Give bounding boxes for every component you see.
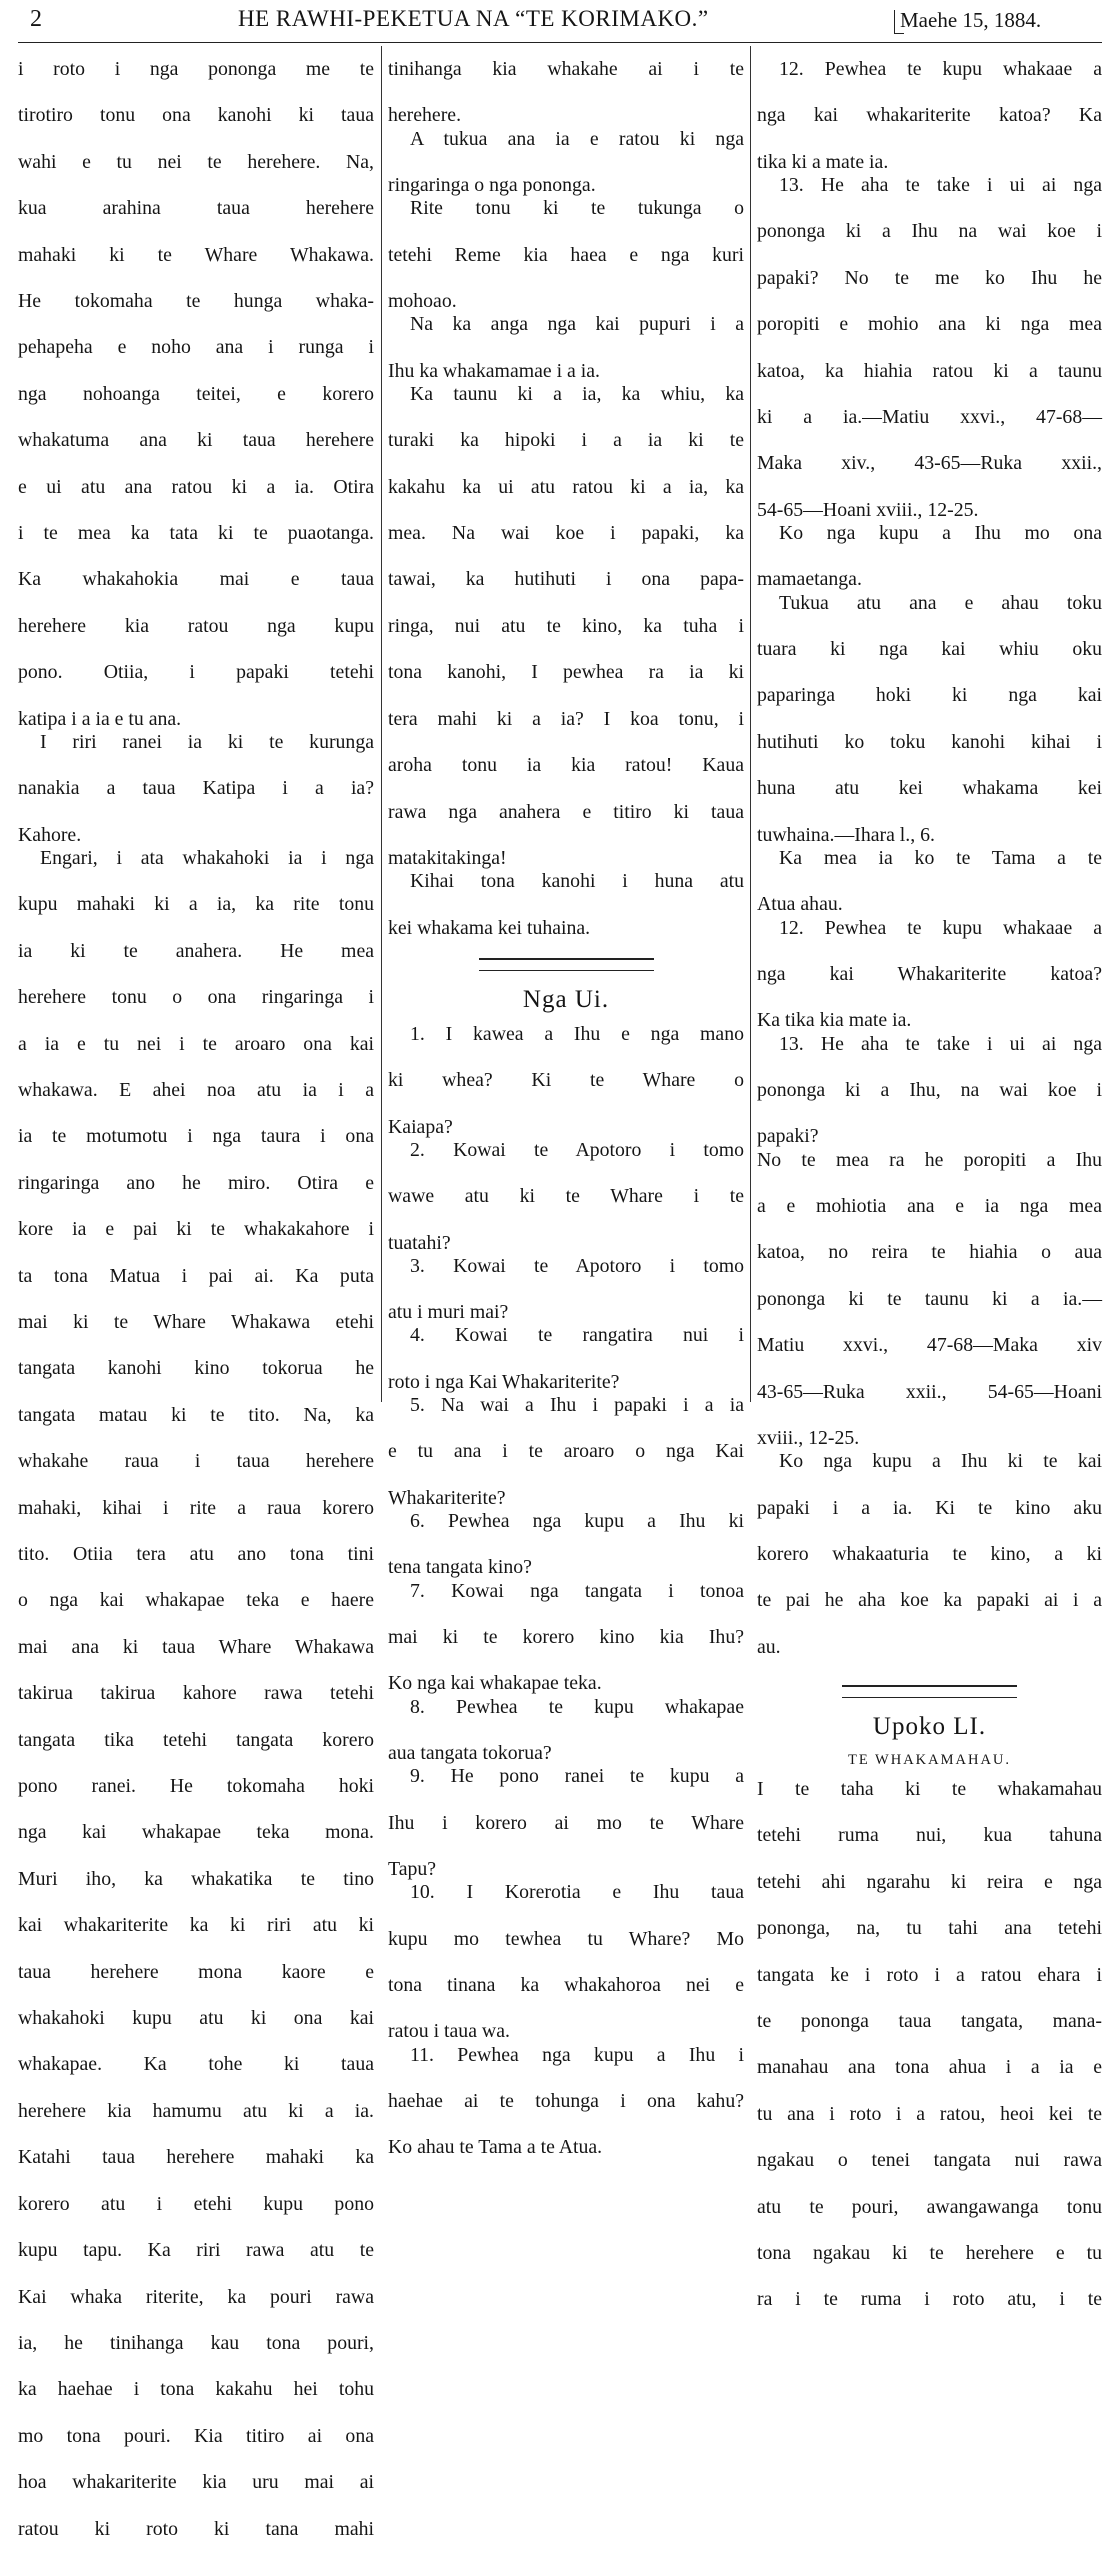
text-line: ki whea? Ki te Whare o: [388, 1069, 744, 1092]
text-line: nga kai Whakariterite katoa?: [757, 962, 1102, 985]
text-line: I te taha ki te whakamahau: [757, 1778, 1102, 1801]
text-line: Tukua atu ana e ahau toku: [779, 591, 1102, 614]
text-line: paparinga hoki ki nga kai: [757, 684, 1102, 707]
text-line: Ko ahau te Tama a te Atua.: [388, 2136, 603, 2159]
text-line: hoa whakariterite kia uru mai ai: [18, 2471, 374, 2494]
text-line: 4. Kowai te rangatira nui i: [410, 1324, 744, 1347]
text-line: Muri iho, ka whakatika te tino: [18, 1867, 374, 1890]
text-line: mamaetanga.: [757, 568, 862, 591]
text-line: poropiti e mohio ana ki nga mea: [757, 313, 1102, 336]
text-line: whakawa. E ahei noa atu ia i a: [18, 1078, 374, 1101]
text-line: takirua takirua kahore rawa tetehi: [18, 1682, 374, 1705]
chapter-text: [757, 1778, 1102, 2335]
text-line: Ko nga kupu a Ihu ki te kai: [779, 1450, 1102, 1473]
text-line: 13. He aha te take i ui ai nga: [779, 174, 1102, 197]
text-line: hutihuti ko toku kanohi kihai i: [757, 730, 1102, 753]
text-line: ia te motumotu i nga taura i ona: [18, 1125, 374, 1148]
text-line: whakapae. Ka tohe ki taua: [18, 2053, 374, 2076]
column-divider-right: [750, 46, 751, 1402]
text-line: 7. Kowai nga tangata i tonoa: [410, 1579, 744, 1602]
text-line: korero whakaaturia te kino, a ki: [757, 1543, 1102, 1565]
text-line: Engari, i ata whakahoki ia i nga: [40, 846, 374, 869]
text-line: tetehi ahi ngarahu ki reira e nga: [757, 1870, 1102, 1893]
text-line: whakahoki kupu atu ki ona kai: [18, 2007, 374, 2030]
text-line: 9. He pono ranei te kupu a: [410, 1765, 744, 1788]
text-line: mahaki ki te Whare Whakawa.: [18, 243, 374, 266]
text-line: wahi e tu nei te herehere. Na,: [18, 150, 374, 173]
text-line: herehere kia ratou nga kupu: [18, 614, 374, 637]
text-line: atu te pouri, awangawanga tonu: [757, 2195, 1102, 2218]
text-line: kore ia e pai ki te whakakahore i: [18, 1218, 374, 1241]
text-line: kei whakama kei tuhaina.: [388, 916, 591, 939]
text-line: Na ka anga nga kai pupuri i a: [410, 313, 744, 336]
article-continuation: [388, 58, 744, 940]
text-line: turaki ka hipoki i a ia ki te: [388, 429, 744, 452]
text-line: tera mahi ki a ia? I koa tonu, i: [388, 707, 744, 730]
text-line: Ka mea ia ko te Tama a te: [779, 846, 1102, 869]
text-line: 3. Kowai te Apotoro i tomo: [410, 1254, 744, 1277]
text-line: He tokomaha te hunga whaka-: [18, 290, 374, 313]
text-line: katoa, ka hiahia ratou ki a taunu: [757, 359, 1102, 382]
text-line: Kihai tona kanohi i huna atu: [410, 870, 744, 893]
text-line: tangata ke i roto i a ratou ehara i: [757, 1963, 1102, 1986]
text-line: Maka xiv., 43-65—Ruka xxii.,: [757, 452, 1102, 475]
issue-date: Maehe 15, 1884.: [900, 8, 1042, 32]
text-line: tito. Otiia tera atu ano tona tini: [18, 1543, 374, 1565]
text-line: Kaiapa?: [388, 1115, 453, 1138]
text-line: ringaringa o nga pononga.: [388, 174, 596, 197]
text-line: ia ki te anahera. He mea: [18, 939, 374, 962]
column-left: [18, 58, 374, 2540]
text-line: ia, he tinihanga kau tona pouri,: [18, 2331, 374, 2354]
text-line: i roto i nga pononga me te: [18, 58, 374, 80]
text-line: taua herehere mona kaore e: [18, 1960, 374, 1983]
text-line: papaki?: [757, 1125, 819, 1148]
answers-section: [757, 58, 1102, 1659]
text-line: mo tona pouri. Kia titiro ai ona: [18, 2424, 374, 2447]
text-line: Ko nga kai whakapae teka.: [388, 1672, 602, 1695]
text-line: huna atu kei whakama kei: [757, 777, 1102, 800]
text-line: ringaringa ano he miro. Otira e: [18, 1171, 374, 1194]
text-line: No te mea ra he poropiti a Ihu: [757, 1148, 1102, 1171]
text-line: manahau ana tona ahua i a ia e: [757, 2056, 1102, 2079]
text-line: kua arahina taua herehere: [18, 197, 374, 220]
text-line: Rite tonu ki te tukunga o: [410, 197, 744, 220]
text-line: ratou i taua wa.: [388, 2020, 510, 2043]
text-line: pononga ki a Ihu, na wai koe i: [757, 1078, 1102, 1101]
text-line: ki a ia.—Matiu xxvi., 47-68—: [757, 406, 1102, 429]
text-line: aua tangata tokorua?: [388, 1742, 552, 1765]
text-line: pononga ki a Ihu na wai koe i: [757, 220, 1102, 243]
text-line: mea. Na wai koe i papaki, ka: [388, 522, 744, 545]
column-right: [757, 58, 1102, 2311]
text-line: tuatahi?: [388, 1231, 451, 1254]
text-line: Whakariterite?: [388, 1486, 506, 1509]
text-line: 5. Na wai a Ihu i papaki i a ia: [410, 1393, 744, 1416]
text-line: pononga ki te taunu ki a ia.—: [757, 1287, 1102, 1310]
text-line: Ihu i korero ai mo te Whare: [388, 1811, 744, 1834]
text-line: 1. I kawea a Ihu e nga mano: [410, 1022, 744, 1045]
text-line: 43-65—Ruka xxii., 54-65—Hoani: [757, 1380, 1102, 1403]
text-line: herehere tonu o ona ringaringa i: [18, 986, 374, 1009]
text-line: pono ranei. He tokomaha hoki: [18, 1775, 374, 1798]
text-line: 12. Pewhea te kupu whakaae a: [779, 58, 1102, 80]
text-line: kakahu ka ui atu ratou ki a ia, ka: [388, 475, 744, 498]
text-line: rawa nga anahera e titiro ki taua: [388, 800, 744, 823]
text-line: korero atu i etehi kupu pono: [18, 2192, 374, 2215]
text-line: a ia e tu nei i te aroaro ona kai: [18, 1032, 374, 1055]
text-line: Katahi taua herehere mahaki ka: [18, 2146, 374, 2169]
text-line: e tu ana i te aroaro o nga Kai: [388, 1440, 744, 1463]
text-line: mai ana ki taua Whare Whakawa: [18, 1635, 374, 1658]
text-line: mahaki, kihai i rite a raua korero: [18, 1496, 374, 1519]
text-line: Ka whakahokia mai e taua: [18, 568, 374, 591]
text-line: tangata matau ki te tito. Na, ka: [18, 1403, 374, 1426]
text-line: ringa, nui atu te kino, ka tuha i: [388, 614, 744, 637]
text-line: A tukua ana ia e ratou ki nga: [410, 127, 744, 150]
text-line: nga nohoanga teitei, e korero: [18, 382, 374, 405]
text-line: matakitakinga!: [388, 846, 507, 869]
text-line: mai ki te korero kino kia Ihu?: [388, 1626, 744, 1648]
text-line: ngakau o tenei tangata nui rawa: [757, 2149, 1102, 2172]
questions-list: [388, 1023, 744, 2160]
text-line: katipa i a ia e tu ana.: [18, 707, 182, 730]
text-line: herehere.: [388, 104, 462, 127]
text-line: pono. Otiia, i papaki tetehi: [18, 661, 374, 684]
column-middle: [388, 58, 744, 2159]
text-line: aroha tonu ia kia ratou! Kaua: [388, 754, 744, 777]
text-line: ta tona Matua i pai ai. Ka puta: [18, 1264, 374, 1287]
section-divider: [479, 958, 654, 971]
newspaper-title: HE RAWHI-PEKETUA NA “TE KORIMAKO.”: [238, 6, 709, 31]
page-number: 2: [30, 6, 42, 32]
text-line: whakahe raua i taua herehere: [18, 1450, 374, 1473]
text-line: tika ki a mate ia.: [757, 150, 889, 173]
chapter-subheading: TE WHAKAMAHAU.: [847, 1752, 1012, 1769]
text-line: roto i nga Kai Whakariterite?: [388, 1370, 620, 1393]
text-line: kupu tapu. Ka riri rawa atu te: [18, 2239, 374, 2262]
text-line: Ko nga kupu a Ihu mo ona: [779, 522, 1102, 545]
text-line: au.: [757, 1635, 781, 1658]
text-line: tona ngakau ki te herehere e tu: [757, 2242, 1102, 2265]
text-line: nga kai whakapae teka mona.: [18, 1821, 374, 1844]
text-line: tona tinana ka whakahoroa nei e: [388, 1974, 744, 1997]
text-line: tetehi ruma nui, kua tahuna: [757, 1824, 1102, 1847]
text-line: ratou ki roto ki tana mahi: [18, 2517, 374, 2540]
text-line: katoa, no reira te hiahia o aua: [757, 1241, 1102, 1264]
text-line: atu i muri mai?: [388, 1301, 509, 1324]
text-line: tona kanohi, I pewhea ra ia ki: [388, 661, 744, 684]
text-line: ra i te ruma i roto atu, i te: [757, 2288, 1102, 2311]
text-line: 8. Pewhea te kupu whakapae: [410, 1695, 744, 1718]
text-line: I riri ranei ia ki te kurunga: [40, 730, 374, 753]
text-line: nga kai whakariterite katoa? Ka: [757, 104, 1102, 127]
text-line: whakatuma ana ki taua herehere: [18, 429, 374, 452]
text-line: kupu mo tewhea tu Whare? Mo: [388, 1927, 744, 1950]
text-line: Kahore.: [18, 823, 82, 846]
text-line: mai ki te Whare Whakawa etehi: [18, 1310, 374, 1333]
page-header: [0, 0, 1114, 44]
text-line: Kai whaka riterite, ka pouri rawa: [18, 2285, 374, 2308]
section-divider: [842, 1685, 1017, 1698]
text-line: 2. Kowai te Apotoro i tomo: [410, 1138, 744, 1161]
text-line: ka haehae i tona kakahu hei tohu: [18, 2378, 374, 2401]
text-line: wawe atu ki te Whare i te: [388, 1185, 744, 1208]
column-divider-left: [381, 46, 382, 1402]
text-line: herehere kia hamumu atu ki a ia.: [18, 2099, 374, 2122]
text-line: Ka taunu ki a ia, ka whiu, ka: [410, 382, 744, 405]
text-line: pehapeha e noho ana i runga i: [18, 336, 374, 359]
text-line: tirotiro tonu ona kanohi ki taua: [18, 104, 374, 127]
text-line: 13. He aha te take i ui ai nga: [779, 1032, 1102, 1055]
text-line: te pononga taua tangata, mana-: [757, 2010, 1102, 2033]
text-line: 10. I Korerotia e Ihu taua: [410, 1881, 744, 1904]
text-line: kai whakariterite ka ki riri atu ki: [18, 1914, 374, 1937]
text-line: Ka tika kia mate ia.: [757, 1009, 912, 1032]
text-line: papaki? No te me ko Ihu he: [757, 266, 1102, 289]
text-line: tangata kanohi kino tokorua he: [18, 1357, 374, 1380]
text-line: tena tangata kino?: [388, 1556, 532, 1579]
text-line: tawai, ka hutihuti i ona papa-: [388, 568, 744, 591]
text-line: tangata tika tetehi tangata korero: [18, 1728, 374, 1751]
text-line: nanakia a taua Katipa i a ia?: [18, 777, 374, 800]
text-line: te pai he aha koe ka papaki ai i a: [757, 1589, 1102, 1612]
text-line: tuara ki nga kai whiu oku: [757, 638, 1102, 661]
section-heading-nga-ui: Nga Ui.: [522, 985, 610, 1013]
text-line: 6. Pewhea nga kupu a Ihu ki: [410, 1509, 744, 1532]
text-line: 12. Pewhea te kupu whakaae a: [779, 916, 1102, 939]
text-line: tu ana i roto i a ratou, heoi kei te: [757, 2102, 1102, 2125]
text-line: papaki i a ia. Ki te kino aku: [757, 1496, 1102, 1519]
text-line: mohoao.: [388, 290, 457, 313]
text-line: xviii., 12-25.: [757, 1426, 860, 1449]
text-line: tinihanga kia whakahe ai i te: [388, 58, 744, 80]
chapter-heading: Upoko LI.: [872, 1713, 987, 1741]
text-line: i te mea ka tata ki te puaotanga.: [18, 522, 374, 545]
text-line: haehae ai te tohunga i ona kahu?: [388, 2090, 744, 2113]
text-line: a e mohiotia ana e ia nga mea: [757, 1194, 1102, 1217]
text-line: pononga, na, tu tahi ana tetehi: [757, 1917, 1102, 1940]
text-line: 11. Pewhea nga kupu a Ihu i: [410, 2043, 744, 2066]
text-line: tuwhaina.—Ihara l., 6.: [757, 823, 935, 846]
header-rule: [18, 42, 1102, 43]
text-line: Tapu?: [388, 1858, 437, 1881]
text-line: Atua ahau.: [757, 893, 843, 916]
text-line: Matiu xxvi., 47-68—Maka xiv: [757, 1334, 1102, 1357]
text-line: tetehi Reme kia haea e nga kuri: [388, 243, 744, 266]
text-line: Ihu ka whakamamae i a ia.: [388, 359, 601, 382]
text-line: 54-65—Hoani xviii., 12-25.: [757, 498, 979, 521]
text-line: kupu mahaki ki a ia, ka rite tonu: [18, 893, 374, 916]
text-line: o nga kai whakapae teka e haere: [18, 1589, 374, 1612]
text-line: e ui atu ana ratou ki a ia. Otira: [18, 475, 374, 498]
